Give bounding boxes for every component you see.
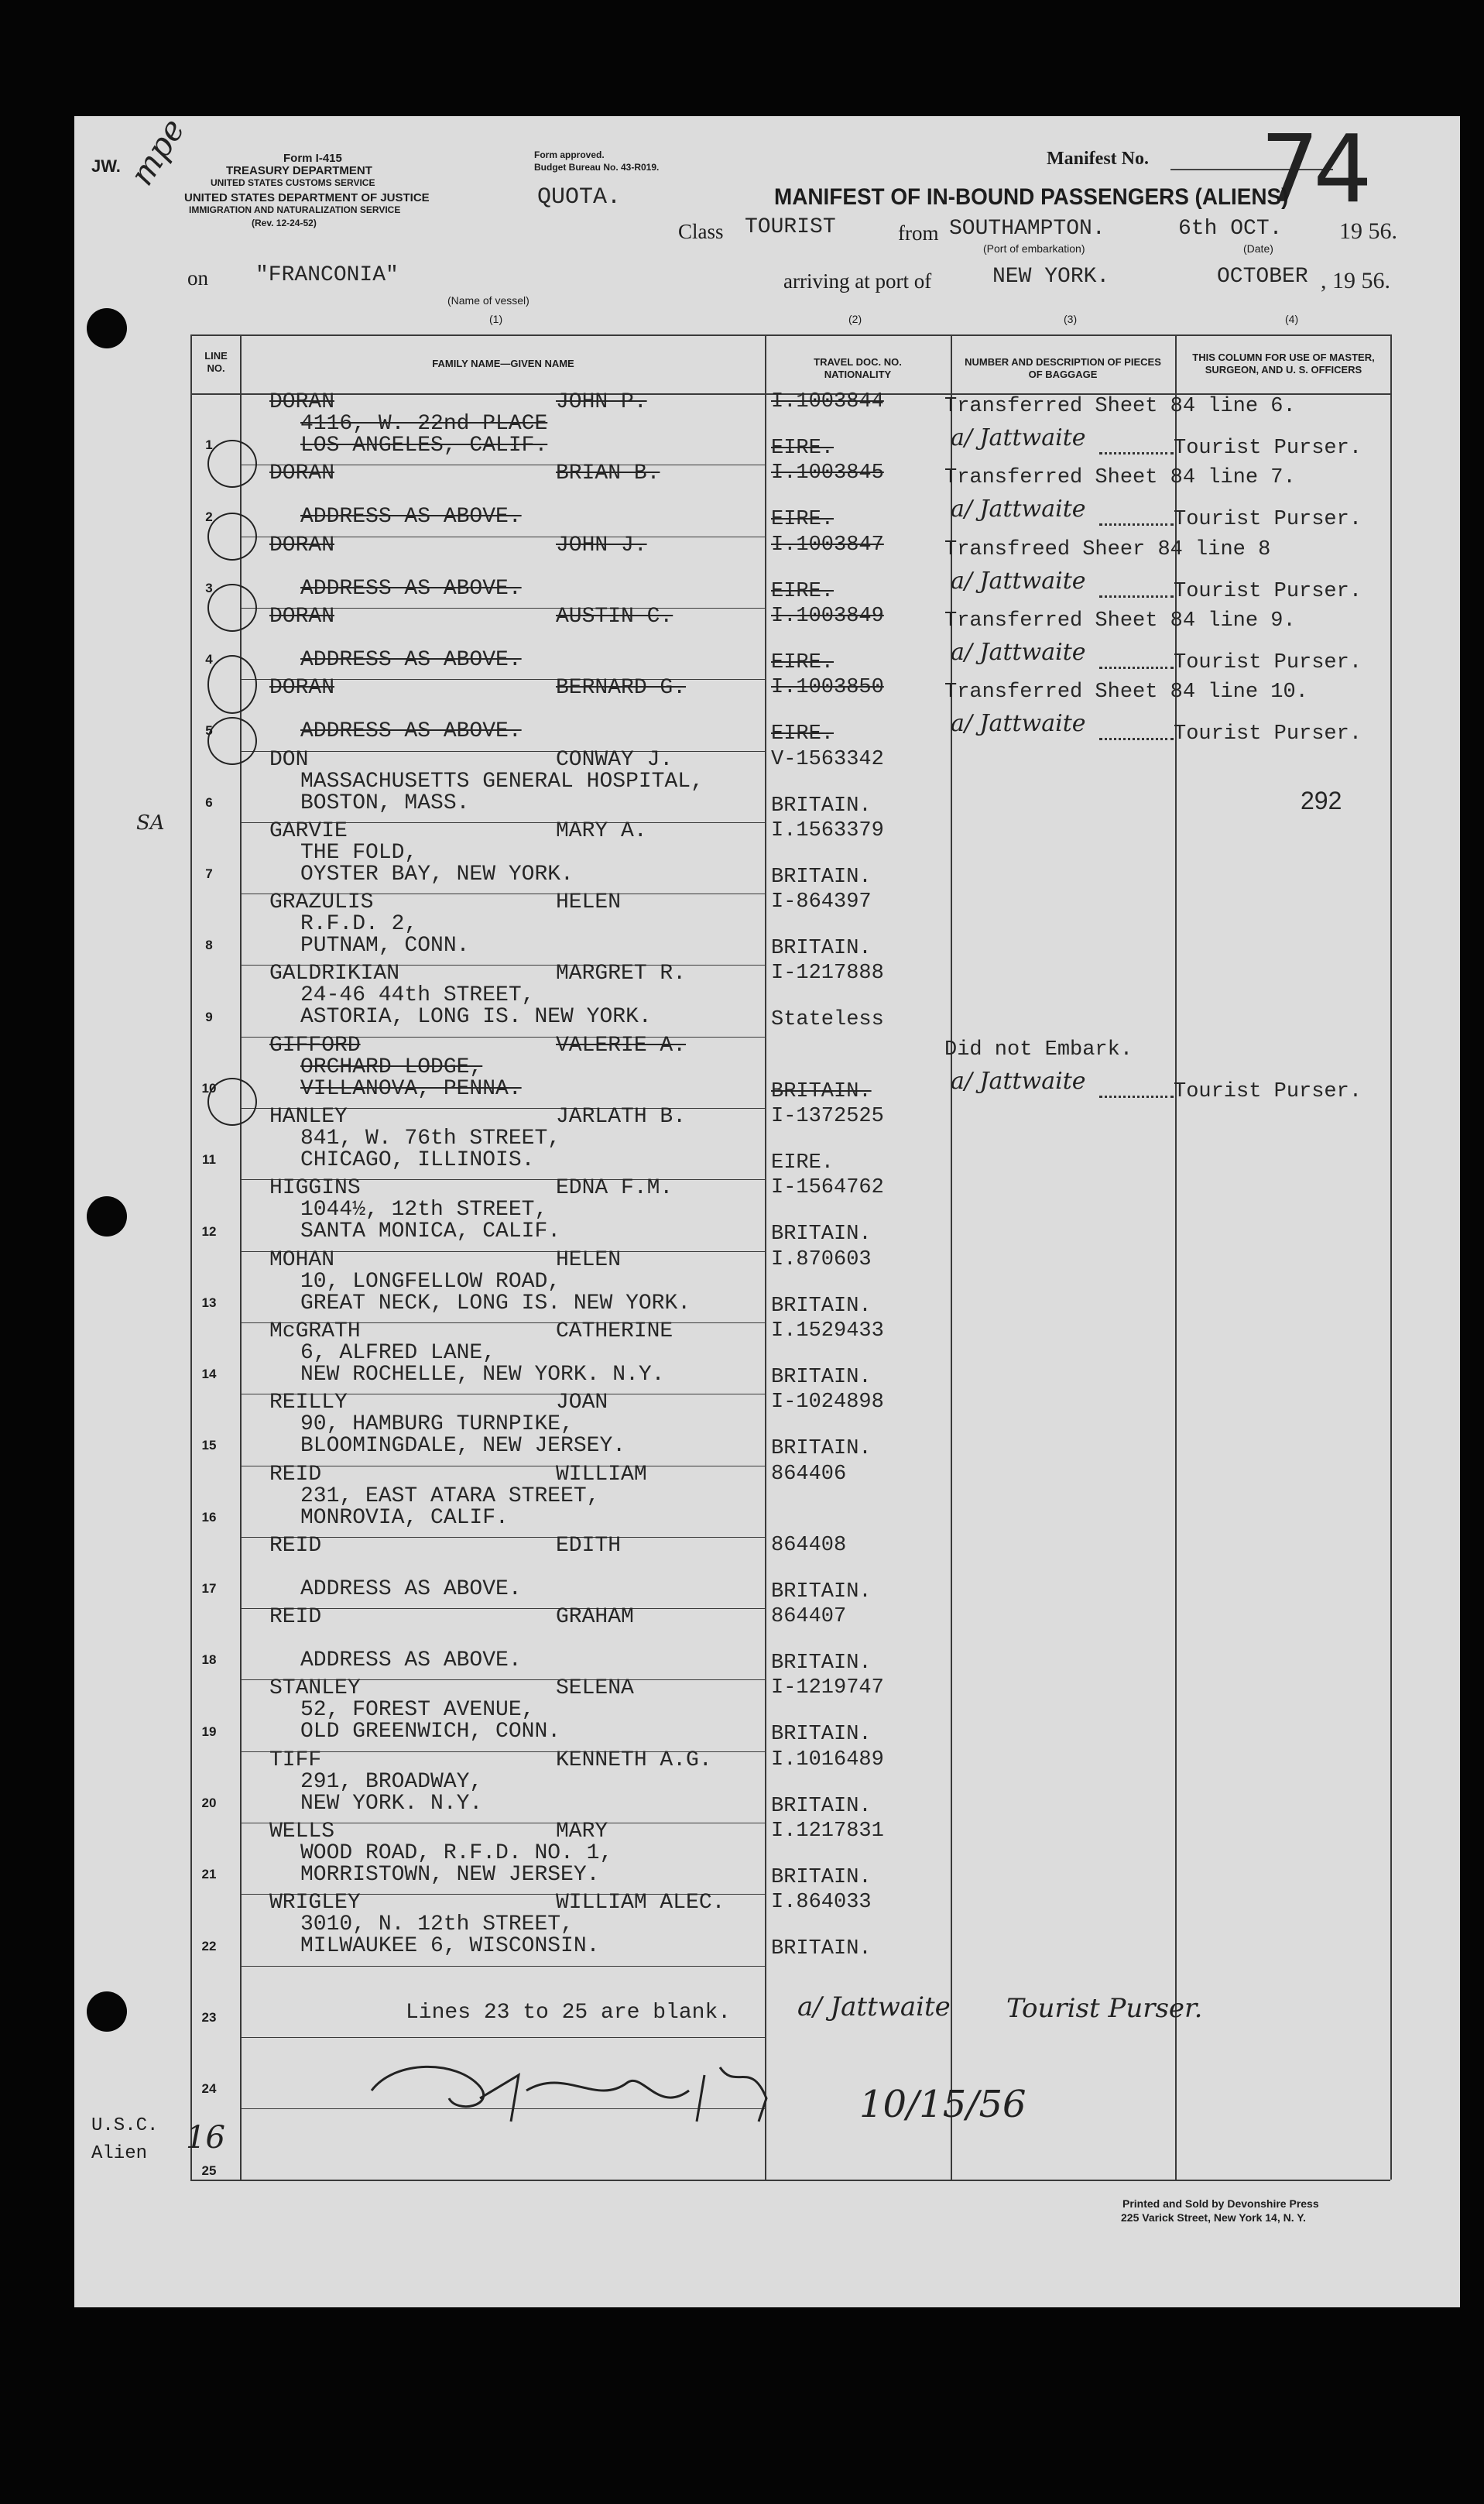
passenger-family-name: DORAN: [269, 676, 335, 701]
passenger-address-line-1: 1044½, 12th STREET,: [300, 1198, 548, 1223]
header-line-no: LINE NO.: [204, 350, 228, 374]
purser-note: Tourist Purser.: [1174, 650, 1362, 674]
header-travel: TRAVEL DOC. NO. NATIONALITY: [814, 356, 902, 380]
passenger-address-line-2: NEW YORK. N.Y.: [300, 1791, 483, 1816]
passenger-family-name: DORAN: [269, 390, 335, 414]
line-number: 7: [205, 866, 213, 882]
passenger-family-name: DORAN: [269, 604, 335, 629]
punch-hole-bottom: [87, 1991, 127, 2032]
transfer-note: Transferred Sheet 84 line 6.: [944, 395, 1296, 418]
line-number: 12: [201, 1223, 217, 1239]
departure-year: 19 56.: [1339, 218, 1397, 244]
dotted-leader: [1099, 1096, 1174, 1098]
passenger-address-line-1: 231, EAST ATARA STREET,: [300, 1484, 600, 1508]
travel-document-number: 864407: [771, 1605, 847, 1629]
line-number: 19: [201, 1724, 217, 1739]
passenger-address-line-2: ADDRESS AS ABOVE.: [300, 505, 522, 530]
passenger-family-name: STANLEY: [269, 1676, 361, 1701]
passenger-given-name: JOHN J.: [556, 533, 647, 557]
passenger-address-line-2: BOSTON, MASS.: [300, 791, 470, 815]
nationality: BRITAIN.: [771, 1723, 872, 1747]
col-num-3: (3): [1064, 313, 1078, 325]
passenger-address-line-2: BLOOMINGDALE, NEW JERSEY.: [300, 1434, 626, 1459]
col-num-4: (4): [1285, 313, 1299, 325]
passenger-given-name: AUSTIN C.: [556, 604, 673, 629]
nationality: Stateless: [771, 1008, 884, 1032]
passenger-address-line-2: MONROVIA, CALIF.: [300, 1505, 509, 1530]
line-number: 13: [201, 1295, 217, 1310]
header-name: FAMILY NAME—GIVEN NAME: [432, 358, 574, 369]
dotted-leader: [1099, 595, 1174, 598]
manifest-title: MANIFEST OF IN-BOUND PASSENGERS (ALIENS): [774, 184, 1289, 210]
passenger-given-name: EDNA F.M.: [556, 1176, 673, 1201]
passenger-family-name: GRAZULIS: [269, 890, 374, 915]
passenger-address-line-1: 3010, N. 12th STREET,: [300, 1912, 574, 1937]
nationality: BRITAIN.: [771, 1365, 872, 1389]
passenger-given-name: HELEN: [556, 1247, 622, 1272]
nationality: BRITAIN.: [771, 1937, 872, 1961]
transfer-note: Transferred Sheet 84 line 7.: [944, 466, 1296, 490]
passenger-given-name: JOHN P.: [556, 390, 647, 414]
line-number: 16: [201, 1509, 217, 1525]
travel-document-number: I.1217831: [771, 1820, 884, 1843]
nationality: BRITAIN.: [771, 794, 872, 818]
passenger-given-name: VALERIE A.: [556, 1033, 687, 1058]
passenger-address-line-1: MASSACHUSETTS GENERAL HOSPITAL,: [300, 769, 704, 794]
passenger-given-name: BERNARD G.: [556, 676, 687, 701]
passenger-given-name: WILLIAM ALEC.: [556, 1891, 725, 1916]
passenger-address-line-1: 24-46 44th STREET,: [300, 983, 535, 1008]
passenger-given-name: BRIAN B.: [556, 461, 660, 486]
passenger-given-name: GRAHAM: [556, 1605, 634, 1630]
table-bottom-border: [190, 2180, 1390, 2181]
passenger-address-line-1: 6, ALFRED LANE,: [300, 1340, 496, 1365]
purser-note: Tourist Purser.: [1174, 437, 1362, 460]
nationality: BRITAIN.: [771, 1794, 872, 1818]
budget-bureau: Budget Bureau No. 43-R019.: [534, 162, 660, 173]
passenger-given-name: CONWAY J.: [556, 747, 673, 772]
nationality: BRITAIN.: [771, 1580, 872, 1604]
blank-note-purser: Tourist Purser.: [1006, 1993, 1203, 2024]
passenger-address-line-2: LOS ANGELES, CALIF.: [300, 434, 548, 458]
passenger-given-name: CATHERINE: [556, 1319, 673, 1343]
purser-note: Tourist Purser.: [1174, 579, 1362, 603]
passenger-given-name: KENNETH A.G.: [556, 1748, 712, 1772]
blank-note-signature: a/ Jattwaite: [797, 1991, 951, 2022]
nationality: EIRE.: [771, 579, 835, 603]
arrival-year: , 19 56.: [1321, 268, 1390, 293]
passenger-family-name: REID: [269, 1605, 322, 1630]
nationality: EIRE.: [771, 1151, 835, 1175]
printer-line-2: 225 Varick Street, New York 14, N. Y.: [1121, 2211, 1306, 2224]
passenger-given-name: MARY A.: [556, 818, 647, 843]
travel-document-number: I.1003847: [771, 533, 884, 557]
passenger-family-name: REID: [269, 1533, 322, 1558]
passenger-address-line-1: THE FOLD,: [300, 840, 418, 865]
nationality: BRITAIN.: [771, 865, 872, 889]
passenger-address-line-1: 90, HAMBURG TURNPIKE,: [300, 1412, 574, 1437]
purser-signature: a/ Jattwaite: [951, 638, 1086, 666]
treasury-dept: TREASURY DEPARTMENT: [226, 164, 372, 177]
passenger-given-name: MARY: [556, 1820, 608, 1844]
margin-alien: Alien: [91, 2143, 148, 2164]
nationality: BRITAIN.: [771, 1079, 872, 1103]
purser-signature: a/ Jattwaite: [951, 424, 1086, 451]
passenger-family-name: DORAN: [269, 461, 335, 486]
purser-signature: a/ Jattwaite: [951, 567, 1086, 595]
travel-document-number: I-864397: [771, 890, 872, 914]
passenger-address-line-2: CHICAGO, ILLINOIS.: [300, 1148, 535, 1172]
margin-usc: U.S.C.: [91, 2115, 159, 2136]
line-number: 24: [201, 2081, 217, 2097]
transfer-note: Transferred Sheet 84 line 9.: [944, 609, 1296, 633]
dotted-leader: [1099, 523, 1174, 526]
line-number: 22: [201, 1938, 217, 1953]
purser-note: Tourist Purser.: [1174, 508, 1362, 532]
circle-line-10: [207, 1078, 257, 1126]
travel-document-number: I.1003845: [771, 461, 884, 485]
passenger-address-line-1: WOOD ROAD, R.F.D. NO. 1,: [300, 1841, 613, 1865]
passenger-address-line-2: ASTORIA, LONG IS. NEW YORK.: [300, 1005, 652, 1030]
purser-signature: a/ Jattwaite: [951, 496, 1086, 523]
passenger-given-name: JARLATH B.: [556, 1105, 687, 1129]
travel-document-number: I-1219747: [771, 1676, 884, 1700]
date-caption: (Date): [1243, 242, 1273, 255]
quota-stamp: QUOTA.: [537, 184, 622, 211]
passenger-address-line-1: 52, FOREST AVENUE,: [300, 1698, 535, 1723]
passenger-address-line-2: VILLANOVA, PENNA.: [300, 1076, 522, 1101]
line-number: 23: [201, 2009, 217, 2025]
travel-document-number: I-1564762: [771, 1176, 884, 1200]
passenger-address-line-1: ORCHARD LODGE,: [300, 1055, 483, 1079]
nationality: EIRE.: [771, 650, 835, 674]
nationality: BRITAIN.: [771, 1294, 872, 1318]
blank-lines-note: Lines 23 to 25 are blank.: [406, 2001, 732, 2025]
embark-port: SOUTHAMPTON.: [949, 217, 1105, 241]
row-separator: [240, 2037, 765, 2038]
line-number: 18: [201, 1652, 217, 1668]
purser-signature: a/ Jattwaite: [951, 1067, 1086, 1095]
margin-count: 16: [186, 2120, 225, 2156]
circle-line-1: [207, 440, 257, 488]
transfer-note: Transferred Sheet 84 line 10.: [944, 681, 1308, 705]
class-value: TOURIST: [745, 215, 836, 239]
line-number: 6: [205, 794, 213, 810]
jw-handwritten: mpe: [122, 111, 193, 192]
line-number: 8: [205, 938, 213, 953]
passenger-family-name: DON: [269, 747, 309, 772]
travel-document-number: I-1024898: [771, 1391, 884, 1415]
col-num-2: (2): [848, 313, 862, 325]
form-number: Form I-415: [283, 152, 342, 165]
line-number: 1: [205, 437, 213, 453]
line-number: 20: [201, 1795, 217, 1810]
line-number: 9: [205, 1009, 213, 1024]
passenger-family-name: GIFFORD: [269, 1033, 361, 1058]
arrival-port: NEW YORK.: [992, 265, 1110, 289]
travel-document-number: I.1003849: [771, 604, 884, 628]
passenger-family-name: GALDRIKIAN: [269, 962, 400, 986]
line-number: 2: [205, 509, 213, 524]
vessel-caption: (Name of vessel): [447, 294, 530, 307]
manifest-no-label: Manifest No.: [1047, 149, 1149, 169]
nationality: BRITAIN.: [771, 937, 872, 961]
form-revision: (Rev. 12-24-52): [252, 218, 317, 228]
travel-document-number: I.1003844: [771, 390, 884, 413]
purser-signature: a/ Jattwaite: [951, 710, 1086, 738]
travel-document-number: I.1003850: [771, 676, 884, 700]
passenger-family-name: WRIGLEY: [269, 1891, 361, 1916]
from-label: from: [898, 221, 939, 245]
passenger-family-name: HANLEY: [269, 1105, 348, 1129]
travel-document-number: I-1217888: [771, 962, 884, 986]
nationality: BRITAIN.: [771, 1866, 872, 1889]
line-number: 17: [201, 1581, 217, 1597]
punch-hole-middle: [87, 1196, 127, 1237]
departure-date: 6th OCT.: [1178, 217, 1283, 241]
travel-document-number: I.1563379: [771, 818, 884, 842]
vessel-name: "FRANCONIA": [255, 263, 399, 287]
passenger-family-name: REID: [269, 1462, 322, 1487]
travel-document-number: I.1529433: [771, 1319, 884, 1343]
passenger-address-line-2: MILWAUKEE 6, WISCONSIN.: [300, 1934, 600, 1959]
name-divider: [765, 334, 766, 2180]
signature-date: 10/15/56: [859, 2083, 1026, 2126]
passenger-address-line-2: SANTA MONICA, CALIF.: [300, 1219, 561, 1244]
passenger-family-name: MOHAN: [269, 1247, 335, 1272]
travel-document-number: I.870603: [771, 1247, 872, 1271]
dotted-leader: [1099, 667, 1174, 669]
printer-line-1: Printed and Sold by Devonshire Press: [1122, 2197, 1319, 2210]
passenger-address-line-2: ADDRESS AS ABOVE.: [300, 1576, 522, 1601]
passenger-address-line-2: OLD GREENWICH, CONN.: [300, 1720, 561, 1744]
passenger-address-line-2: OYSTER BAY, NEW YORK.: [300, 862, 574, 887]
port-embark-caption: (Port of embarkation): [983, 242, 1085, 255]
purser-note: Tourist Purser.: [1174, 1079, 1362, 1103]
ins-service: IMMIGRATION AND NATURALIZATION SERVICE: [189, 204, 401, 215]
class-label: Class: [678, 220, 724, 243]
dotted-leader: [1099, 738, 1174, 740]
passenger-address-line-2: MORRISTOWN, NEW JERSEY.: [300, 1863, 600, 1887]
passenger-address-line-1: R.F.D. 2,: [300, 912, 418, 937]
passenger-address-line-2: ADDRESS AS ABOVE.: [300, 647, 522, 672]
passenger-address-line-1: 841, W. 76th STREET,: [300, 1127, 561, 1151]
nationality: BRITAIN.: [771, 1223, 872, 1247]
nationality: EIRE.: [771, 722, 835, 746]
passenger-address-line-1: 4116, W. 22nd PLACE: [300, 412, 548, 436]
dotted-leader: [1099, 452, 1174, 454]
line-number: 25: [201, 2163, 217, 2178]
line-number: 5: [205, 723, 213, 739]
nationality: BRITAIN.: [771, 1437, 872, 1461]
passenger-address-line-1: 10, LONGFELLOW ROAD,: [300, 1269, 561, 1294]
header-baggage: NUMBER AND DESCRIPTION OF PIECES OF BAGGAGE: [965, 356, 1161, 380]
passenger-address-line-1: 291, BROADWAY,: [300, 1769, 483, 1794]
nationality: EIRE.: [771, 508, 835, 532]
manifest-number: 74: [1260, 116, 1366, 224]
passenger-given-name: JOAN: [556, 1391, 608, 1415]
table-top-border: [190, 334, 1390, 336]
officer-number: 292: [1301, 786, 1342, 815]
line-number: 21: [201, 1867, 217, 1882]
passenger-given-name: WILLIAM: [556, 1462, 647, 1487]
travel-document-number: I.864033: [771, 1891, 872, 1915]
passenger-family-name: HIGGINS: [269, 1176, 361, 1201]
line-number: 10: [201, 1080, 217, 1096]
passenger-family-name: TIFF: [269, 1748, 322, 1772]
passenger-family-name: GARVIE: [269, 818, 348, 843]
circle-line-4: [207, 655, 257, 714]
justice-dept: UNITED STATES DEPARTMENT OF JUSTICE: [184, 191, 430, 204]
travel-document-number: V-1563342: [771, 747, 884, 771]
circle-line-2: [207, 513, 257, 561]
row-separator: [240, 751, 765, 752]
passenger-address-line-2: ADDRESS AS ABOVE.: [300, 1648, 522, 1673]
passenger-address-line-2: GREAT NECK, LONG IS. NEW YORK.: [300, 1291, 691, 1315]
jw-initials: JW.: [91, 156, 121, 176]
line-number: 15: [201, 1438, 217, 1453]
on-label: on: [187, 266, 208, 290]
table-right-border: [1390, 334, 1392, 2180]
passenger-address-line-2: ADDRESS AS ABOVE.: [300, 576, 522, 601]
arrival-month: OCTOBER: [1217, 265, 1308, 289]
line-number: 14: [201, 1367, 217, 1382]
travel-document-number: 864408: [771, 1533, 847, 1557]
header-officers: THIS COLUMN FOR USE OF MASTER, SURGEON, AND U. S. OFFICERS: [1192, 352, 1375, 376]
officer-signature: [364, 2044, 890, 2137]
travel-document-number: I.1016489: [771, 1748, 884, 1772]
passenger-family-name: DORAN: [269, 533, 335, 557]
arriving-label: arriving at port of: [783, 269, 932, 293]
passenger-family-name: WELLS: [269, 1820, 335, 1844]
margin-sa: SA: [136, 811, 165, 835]
nationality: BRITAIN.: [771, 1652, 872, 1676]
line-number: 11: [202, 1152, 216, 1168]
travel-document-number: I-1372525: [771, 1105, 884, 1128]
passenger-given-name: HELEN: [556, 890, 622, 915]
line-number: 4: [205, 652, 213, 667]
travel-document-number: 864406: [771, 1462, 847, 1486]
transfer-note: Transfreed Sheer 84 line 8: [944, 537, 1271, 561]
passenger-address-line-2: PUTNAM, CONN.: [300, 934, 470, 959]
passenger-given-name: SELENA: [556, 1676, 634, 1701]
passenger-given-name: EDITH: [556, 1533, 622, 1558]
form-approved: Form approved.: [534, 149, 605, 160]
circle-line-5: [207, 717, 257, 765]
row-separator: [240, 1966, 765, 1967]
passenger-address-line-2: NEW ROCHELLE, NEW YORK. N.Y.: [300, 1362, 665, 1387]
purser-note: Tourist Purser.: [1174, 722, 1362, 746]
passenger-family-name: McGRATH: [269, 1319, 361, 1343]
passenger-family-name: REILLY: [269, 1391, 348, 1415]
passenger-address-line-2: ADDRESS AS ABOVE.: [300, 719, 522, 744]
table-left-border: [190, 334, 192, 2180]
line-number: 3: [205, 580, 213, 595]
circle-line-3: [207, 584, 257, 632]
nationality: EIRE.: [771, 437, 835, 460]
passenger-given-name: MARGRET R.: [556, 962, 687, 986]
customs-service: UNITED STATES CUSTOMS SERVICE: [211, 177, 375, 188]
transfer-note: Did not Embark.: [944, 1038, 1133, 1062]
col-num-1: (1): [489, 313, 503, 325]
punch-hole-top: [87, 308, 127, 348]
